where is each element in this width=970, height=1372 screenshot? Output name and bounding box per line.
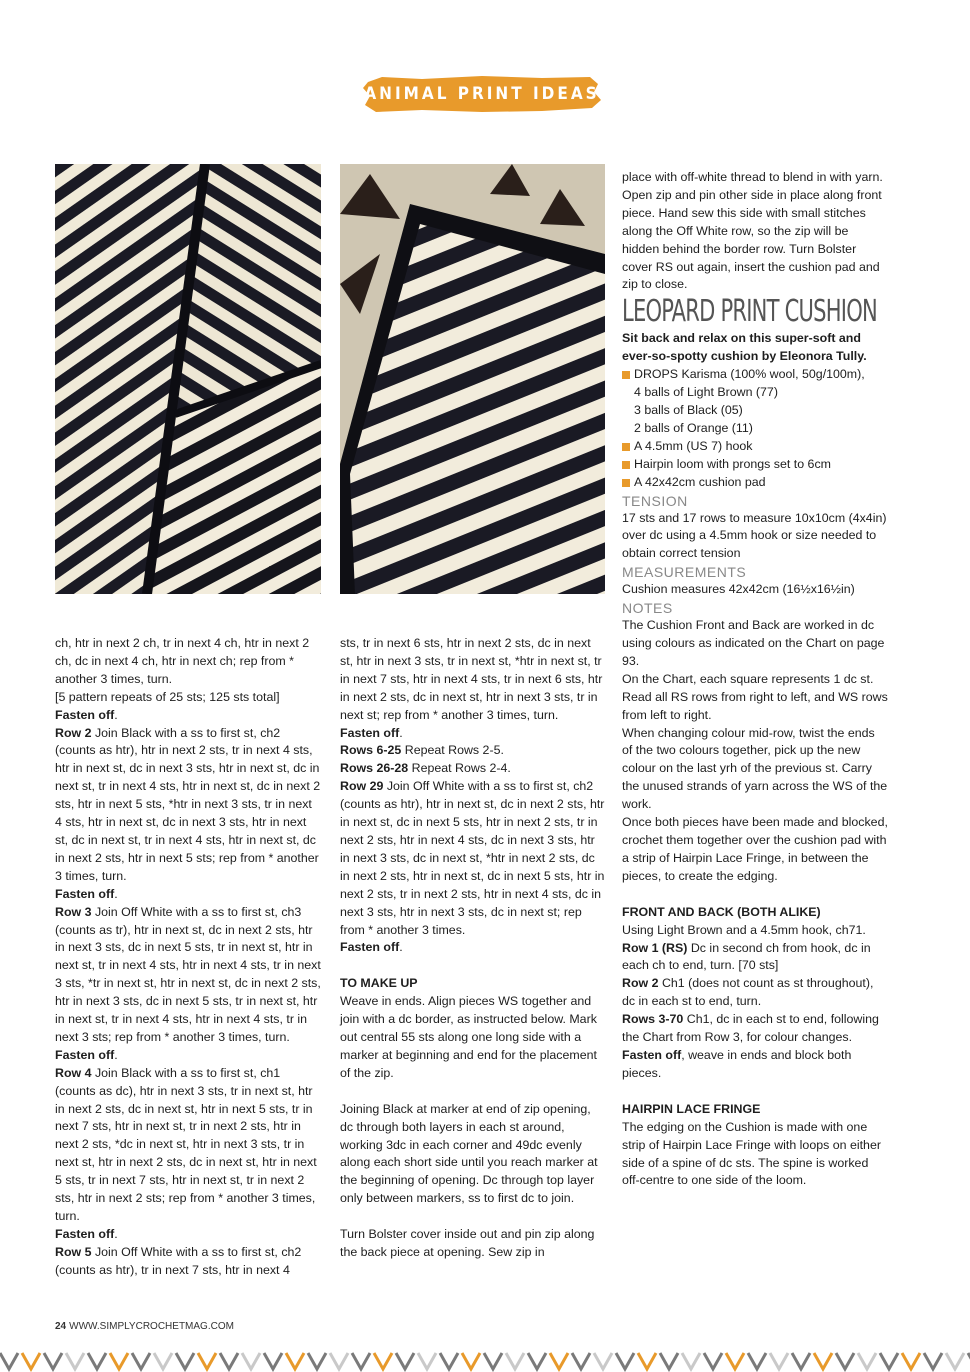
zigzag-chevron bbox=[330, 1353, 348, 1369]
zigzag-chevron bbox=[308, 1353, 326, 1369]
row-label: Rows 26-28 bbox=[340, 761, 409, 776]
zigzag-chevron bbox=[858, 1353, 876, 1369]
zigzag-chevron bbox=[594, 1353, 612, 1369]
subheading-measurements: MEASUREMENTS bbox=[622, 564, 747, 581]
paragraph: Using Light Brown and a 4.5mm hook, ch71. bbox=[622, 922, 866, 937]
fasten-off: Fasten off bbox=[55, 1047, 115, 1062]
row-label: Row 2 bbox=[622, 976, 659, 991]
zigzag-chevron bbox=[506, 1353, 524, 1369]
zigzag-chevron bbox=[880, 1353, 898, 1369]
row-label: Row 3 bbox=[55, 904, 92, 919]
zigzag-chevron bbox=[946, 1353, 964, 1369]
zigzag-chevron bbox=[0, 1353, 18, 1369]
paragraph: Weave in ends. Align pieces WS together and join with a dc border, as instructed below. Mark out central 55 sts along one long side with a marker at beginning and end for the placement of the zip. bbox=[340, 994, 597, 1080]
row-label: Row 5 bbox=[55, 1244, 92, 1259]
zigzag-chevron bbox=[154, 1353, 172, 1369]
material-item: Hairpin loom with prongs set to 6cm bbox=[622, 456, 888, 474]
photo-striped-closeup bbox=[55, 164, 321, 594]
paragraph: Turn Bolster cover inside out and pin zip along the back piece at opening. Sew zip in bbox=[340, 1227, 595, 1260]
photo-cushion-corner bbox=[340, 164, 605, 594]
zigzag-chevron bbox=[616, 1353, 634, 1369]
row-label: Row 2 bbox=[55, 725, 92, 740]
paragraph: The edging on the Cushion is made with one strip of Hairpin Lace Fringe with loops on either side of a spine of dc sts. The spine is worked off-centre to one side of the loom. bbox=[622, 1119, 881, 1188]
paragraph: place with off-white thread to blend in with yarn. Open zip and pin other side in place along front piece. Hand sew this side with small stitches along the Off White row, so the zip will be hidden behind the border row. Turn Bolster cover RS out again, insert the cushion pad and zip to close. bbox=[622, 170, 883, 292]
fasten-off: Fasten off bbox=[340, 725, 400, 740]
zigzag-chevron bbox=[22, 1353, 40, 1369]
row-text: Dc in second ch from hook, dc in each ch to end, turn. [70 sts] bbox=[622, 940, 871, 973]
row-text: Repeat Rows 2-4. bbox=[408, 761, 511, 776]
zigzag-chevron bbox=[44, 1353, 62, 1369]
note: The Cushion Front and Back are worked in dc using colours as indicated on the Chart on page 93. bbox=[622, 618, 885, 668]
zigzag-chevron bbox=[484, 1353, 502, 1369]
decorative-zigzag-border bbox=[0, 1350, 970, 1372]
zigzag-chevron bbox=[528, 1353, 546, 1369]
website-url: WWW.SIMPLYCROCHETMAG.COM bbox=[69, 1321, 234, 1332]
note: Once both pieces have been made and blocked, crochet them together over the cushion pad with a strip of Hairpin Lace Fringe, in between the pieces, to create the edging. bbox=[622, 815, 888, 883]
zigzag-chevron bbox=[572, 1353, 590, 1369]
zigzag-chevron bbox=[440, 1353, 458, 1369]
fasten-off: Fasten off bbox=[55, 886, 115, 901]
row-text: Join Black with a ss to first st, ch1 (counts as dc), htr in next 3 sts, tr in next st, htr in next 2 sts, dc in next st, htr in next 5 sts, tr in next 7 sts, htr in next st, tr in next 2 sts, htr in next 2 sts, *dc in next st, htr in next 3 sts, tr in next st, htr in next 2 sts, dc in next st, htr in next 5 sts, tr in next 7 sts, htr in next st, tr in next 2 sts, htr in next 2 sts; rep from * another 3 times, turn. bbox=[55, 1065, 317, 1223]
project-title: LEOPARD PRINT CUSHION bbox=[622, 294, 877, 330]
subheading-tension: TENSION bbox=[622, 492, 688, 509]
zigzag-chevron bbox=[726, 1353, 744, 1369]
material-item: A 42x42cm cushion pad bbox=[622, 474, 888, 492]
column-2: sts, tr in next 6 sts, htr in next 2 sts, dc in next st, htr in next 3 sts, tr in next st, *htr in next st, tr in next 7 sts, htr in next 4 sts, tr in next 6 sts, htr in next 2 sts, dc in next st, htr in next 3 sts, tr in next st; rep from * another 3 times, turn. Fasten off. Rows 6-25 Repeat Rows 2-5. Rows 26-28 Repeat Rows 2-4. Row 29 Join Off White with a ss to first st, ch2 (counts as htr), htr in next st, dc in next 2 sts, htr in next st, dc in next 5 sts, htr in next 2 sts, tr in next 2 sts, htr in next 4 sts, dc in next 3 sts, htr in next 3 sts, dc in next st, *htr in next 2 sts, dc in next 2 sts, htr in next st, dc in next 5 sts, htr in next 2 sts, tr in next 2 sts, htr in next 4 sts, dc in next 3 sts, htr in next 3 sts, dc in next st; rep from * another 3 times. Fasten off. TO MAKE UP Weave in ends. Align pieces WS together and join with a dc border, as instructed below. Mark out central 55 sts along one long side with a marker at beginning and end for the placement of the zip. Joining Black at marker at end of zip opening, dc through both layers in each st around, working 3dc in each corner and 49dc evenly along each short side until you reach marker at the beginning of opening. Dc through top layer only between markers, ss to first dc to join. Turn Bolster cover inside out and pin zip along the back piece at opening. Sew zip in bbox=[340, 635, 606, 1262]
bullet-square-icon bbox=[622, 461, 630, 469]
zigzag-chevron bbox=[682, 1353, 700, 1369]
zigzag-chevron bbox=[176, 1353, 194, 1369]
section-heading: TO MAKE UP bbox=[340, 976, 418, 991]
section-heading: HAIRPIN LACE FRINGE bbox=[622, 1101, 761, 1116]
row-text: Join Off White with a ss to first st, ch2 (counts as htr), tr in next 7 sts, htr in next 4 bbox=[55, 1244, 302, 1277]
fasten-off: Fasten off bbox=[622, 1047, 682, 1062]
pattern-text: sts, tr in next 6 sts, htr in next 2 sts, dc in next st, htr in next 3 sts, tr in next st, *htr in next st, tr in next 7 sts, htr in next 4 sts, tr in next 6 sts, htr in next 2 sts, dc in next st, htr in next 3 sts, tr in next st; rep from * another 3 times, turn. bbox=[340, 636, 603, 722]
row-label: Row 29 bbox=[340, 779, 384, 794]
measurements-text: Cushion measures 42x42cm (16½x16½in) bbox=[622, 582, 855, 597]
row-text: Ch1 (does not count as st throughout), dc in each st to end, turn. bbox=[622, 976, 874, 1009]
zigzag-chevron bbox=[902, 1353, 920, 1369]
fasten-off: Fasten off bbox=[55, 707, 115, 722]
zigzag-chevron bbox=[748, 1353, 766, 1369]
pattern-text: ch, htr in next 2 ch, tr in next 4 ch, htr in next 2 ch, dc in next 4 ch, htr in next ch; rep from * another 3 times, turn. bbox=[55, 636, 310, 686]
row-label: Row 1 (RS) bbox=[622, 940, 688, 955]
fasten-off: Fasten off bbox=[55, 1226, 115, 1241]
zigzag-chevron bbox=[770, 1353, 788, 1369]
row-label: Row 4 bbox=[55, 1065, 92, 1080]
material-subitem: 3 balls of Black (05) bbox=[634, 402, 743, 417]
material-item: A 4.5mm (US 7) hook bbox=[622, 438, 888, 456]
zigzag-chevron bbox=[198, 1353, 216, 1369]
paragraph: Joining Black at marker at end of zip opening, dc through both layers in each st around, working 3dc in each corner and 49dc evenly along each short side until you reach marker at the beginning of opening. Dc through top layer only between markers, ss to first dc to join. bbox=[340, 1101, 598, 1206]
project-intro: Sit back and relax on this super-soft and ever-so-spotty cushion by Eleonora Tully. bbox=[622, 331, 867, 364]
row-text: Repeat Rows 2-5. bbox=[401, 743, 504, 758]
zigzag-chevron bbox=[418, 1353, 436, 1369]
zigzag-chevron bbox=[66, 1353, 84, 1369]
section-heading: FRONT AND BACK (BOTH ALIKE) bbox=[622, 904, 821, 919]
fasten-off: Fasten off bbox=[340, 940, 400, 955]
page-footer bbox=[55, 1321, 234, 1332]
subheading-notes: NOTES bbox=[622, 600, 673, 617]
bullet-square-icon bbox=[622, 443, 630, 451]
row-label: Rows 6-25 bbox=[340, 743, 402, 758]
zigzag-chevron bbox=[242, 1353, 260, 1369]
zigzag-chevron bbox=[264, 1353, 282, 1369]
zigzag-chevron bbox=[704, 1353, 722, 1369]
banner-title: ANIMAL PRINT IDEAS bbox=[364, 84, 600, 104]
zigzag-chevron bbox=[396, 1353, 414, 1369]
zigzag-chevron bbox=[132, 1353, 150, 1369]
material-subitem: 2 balls of Orange (11) bbox=[634, 420, 753, 435]
zigzag-chevron bbox=[352, 1353, 370, 1369]
row-text: , weave in ends and block both pieces. bbox=[622, 1047, 852, 1080]
zigzag-chevron bbox=[286, 1353, 304, 1369]
zigzag-chevron bbox=[88, 1353, 106, 1369]
column-3 bbox=[622, 169, 888, 1190]
tension-text: 17 sts and 17 rows to measure 10x10cm (4x4in) over dc using a 4.5mm hook or size needed to obtain correct tension bbox=[622, 510, 887, 561]
material-subitem: 4 balls of Light Brown (77) bbox=[634, 385, 778, 400]
section-banner bbox=[362, 74, 602, 114]
zigzag-chevron bbox=[110, 1353, 128, 1369]
zigzag-chevron bbox=[638, 1353, 656, 1369]
row-text: Join Black with a ss to first st, ch2 (counts as htr), htr in next 2 sts, tr in next 4 sts, htr in next st, dc in next 3 sts, htr in next st, dc in next st, tr in next 4 sts, htr in next st, dc in next 2 sts, htr in next 5 sts, *htr in next 3 sts, tr in next 4 sts, htr in next st, dc in next 3 sts, htr in next st, dc in next st, tr in next 4 sts, htr in next st, dc in next 2 sts, htr in next 5 sts; rep from * another 3 times, turn. bbox=[55, 725, 321, 883]
zigzag-chevron bbox=[836, 1353, 854, 1369]
stitch-count: [5 pattern repeats of 25 sts; 125 sts total] bbox=[55, 689, 280, 704]
zigzag-chevron bbox=[462, 1353, 480, 1369]
row-label: Rows 3-70 bbox=[622, 1012, 684, 1027]
zigzag-chevron bbox=[814, 1353, 832, 1369]
row-text: Join Off White with a ss to first st, ch2 (counts as htr), htr in next st, dc in next 2 sts, htr in next st, dc in next 5 sts, htr in next 2 sts, tr in next 2 sts, htr in next 4 sts, dc in next 3 sts, htr in next 3 sts, dc in next st, *htr in next 2 sts, dc in next 2 sts, htr in next st, dc in next 5 sts, htr in next 2 sts, tr in next 2 sts, htr in next 4 sts, dc in next 3 sts, htr in next 3 sts, dc in next st; rep from * another 3 times. bbox=[340, 779, 605, 937]
zigzag-chevron bbox=[924, 1353, 942, 1369]
zigzag-chevron bbox=[550, 1353, 568, 1369]
note: When changing colour mid-row, twist the ends of the two colours together, pick up the new colour on the last yrh of the previous st. Carry the unused strands of yarn across the WS of the work. bbox=[622, 725, 888, 812]
row-text: Ch1, dc in each st to end, following the Chart from Row 3, for colour changes. bbox=[622, 1012, 879, 1045]
column-1: ch, htr in next 2 ch, tr in next 4 ch, htr in next 2 ch, dc in next 4 ch, htr in next ch; rep from * another 3 times, turn. [5 pattern repeats of 25 sts; 125 sts total] Fasten off. Row 2 Join Black with a ss to first st, ch2 (counts as htr), htr in next 2 sts, tr in next 4 sts, htr in next st, dc in next 3 sts, htr in next st, dc in next st, tr in next 4 sts, htr in next st, dc in next 2 sts, htr in next 5 sts, *htr in next 3 sts, tr in next 4 sts, htr in next st, dc in next 3 sts, htr in next st, dc in next st, tr in next 4 sts, htr in next st, dc in next 2 sts, htr in next 5 sts; rep from * another 3 times, turn. Fasten off. Row 3 Join Off White with a ss to first st, ch3 (counts as tr), htr in next st, dc in next 2 sts, htr in next 3 sts, dc in next 5 sts, tr in next st, htr in next st, tr in next 4 sts, htr in next 4 sts, tr in next 3 sts, *tr in next st, htr in next st, dc in next 2 sts, htr in next 3 sts, dc in next 5 sts, tr in next st, htr in next st, tr in next 4 sts, htr in next 4 sts, tr in next 3 sts; rep from * another 3 times, turn. Fasten off. Row 4 Join Black with a ss to first st, ch1 (counts as dc), htr in next 3 sts, tr in next st, htr in next 2 sts, dc in next st, htr in next 5 sts, tr in next 7 sts, htr in next st, tr in next 2 sts, htr in next 2 sts, *dc in next st, htr in next 3 sts, tr in next st, htr in next 2 sts, dc in next st, htr in next 5 sts, tr in next 7 sts, htr in next st, tr in next 2 sts, htr in next 2 sts; rep from * another 3 times, turn. Fasten off. Row 5 Join Off White with a ss to first st, ch2 (counts as htr), tr in next 7 sts, htr in next 4 bbox=[55, 636, 321, 1277]
row-text: Join Off White with a ss to first st, ch3 (counts as tr), htr in next st, dc in next 2 sts, htr in next 3 sts, dc in next 5 sts, tr in next st, htr in next st, tr in next 4 sts, htr in next 4 sts, tr in next 3 sts, *tr in next st, htr in next st, dc in next 2 sts, htr in next 3 sts, dc in next 5 sts, tr in next st, htr in next st, tr in next 4 sts, htr in next 4 sts, tr in next 3 sts; rep from * another 3 times, turn. bbox=[55, 904, 321, 1044]
zigzag-chevron bbox=[660, 1353, 678, 1369]
note: On the Chart, each square represents 1 dc st. Read all RS rows from right to left, and WS rows from left to right. bbox=[622, 671, 888, 722]
bullet-square-icon bbox=[622, 371, 630, 379]
materials-list bbox=[622, 366, 888, 491]
zigzag-chevron bbox=[374, 1353, 392, 1369]
zigzag-chevron bbox=[220, 1353, 238, 1369]
page-number: 24 bbox=[55, 1321, 67, 1332]
zigzag-chevron bbox=[792, 1353, 810, 1369]
material-item: DROPS Karisma (100% wool, 50g/100m), bbox=[622, 366, 888, 384]
bullet-square-icon bbox=[622, 479, 630, 487]
